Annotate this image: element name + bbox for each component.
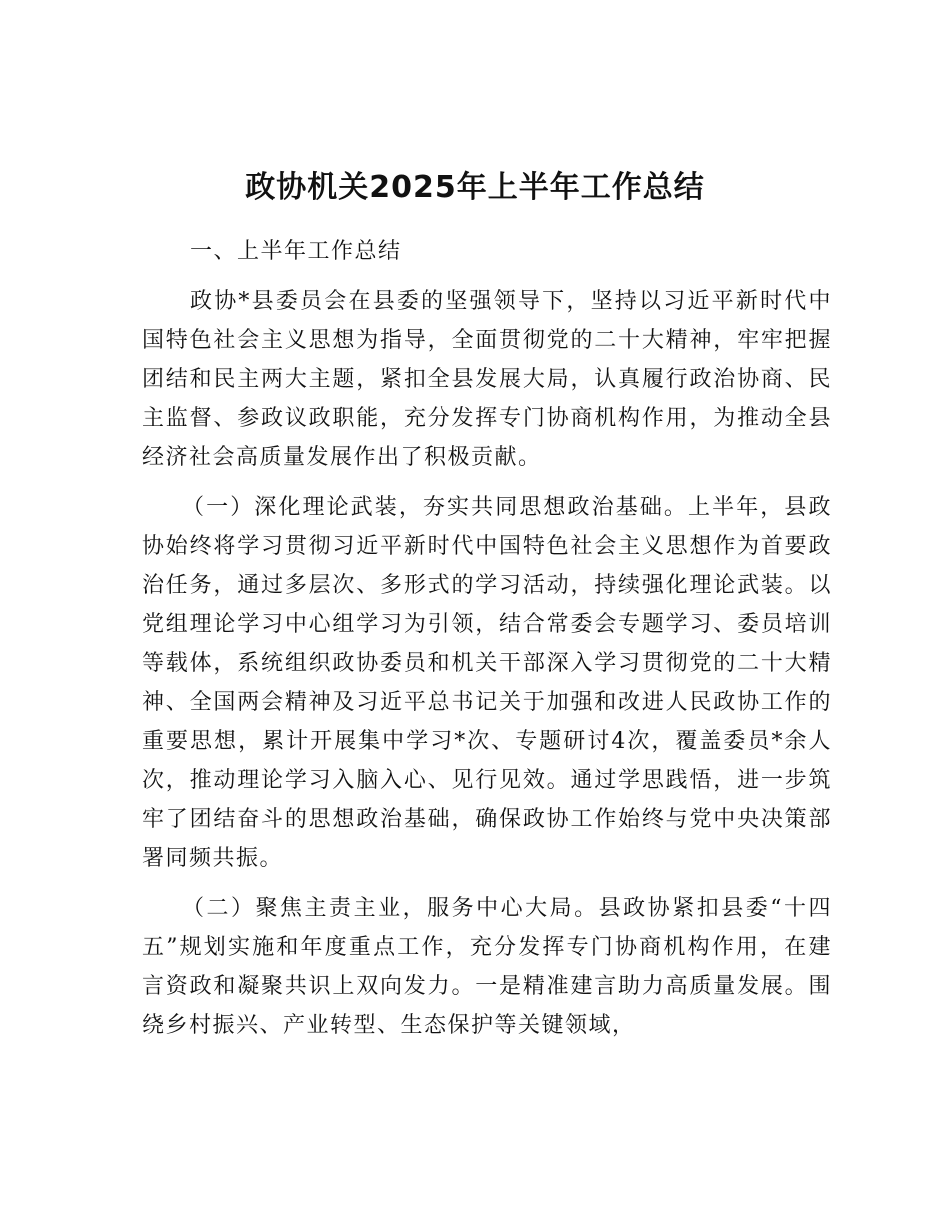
paragraph-intro: 政协*县委员会在县委的坚强领导下，坚持以习近平新时代中国特色社会主义思想为指导，全面贯彻党的二十大精神，牢牢把握团结和民主两大主题，紧扣全县发展大局，认真履行政治协商、民主监督、参政议政职能，充分发挥专门协商机构作用，为推动全县经济社会高质量发展作出了积极贡献。 (142, 289, 832, 470)
document-body (142, 232, 832, 1056)
paragraph-theory: （一）深化理论武装，夯实共同思想政治基础。上半年，县政协始终将学习贯彻习近平新时代中国特色社会主义思想作为首要政治任务，通过多层次、多形式的学习活动，持续强化理论武装。以党组理论学习中心组学习为引领，结合常委会专题学习、委员培训等载体，系统组织政协委员和机关干部深入学习贯彻党的二十大精神、全国两会精神及习近平总书记关于加强和改进人民政协工作的重要思想，累计开展集中学习*次、专题研讨4次，覆盖委员*余人次，推动理论学习入脑入心、见行见效。通过学思践悟，进一步筑牢了团结奋斗的思想政治基础，确保政协工作始终与党中央决策部署同频共振。 (142, 495, 832, 871)
paragraph-service: （二）聚焦主责主业，服务中心大局。县政协紧扣县委“十四五”规划实施和年度重点工作，充分发挥专门协商机构作用，在建言资政和凝聚共识上双向发力。一是精准建言助力高质量发展。围绕乡村振兴、产业转型、生态保护等关键领域， (142, 896, 832, 1038)
document-title: 政协机关2025年上半年工作总结 (245, 170, 705, 205)
section-heading: 一、上半年工作总结 (190, 239, 402, 264)
